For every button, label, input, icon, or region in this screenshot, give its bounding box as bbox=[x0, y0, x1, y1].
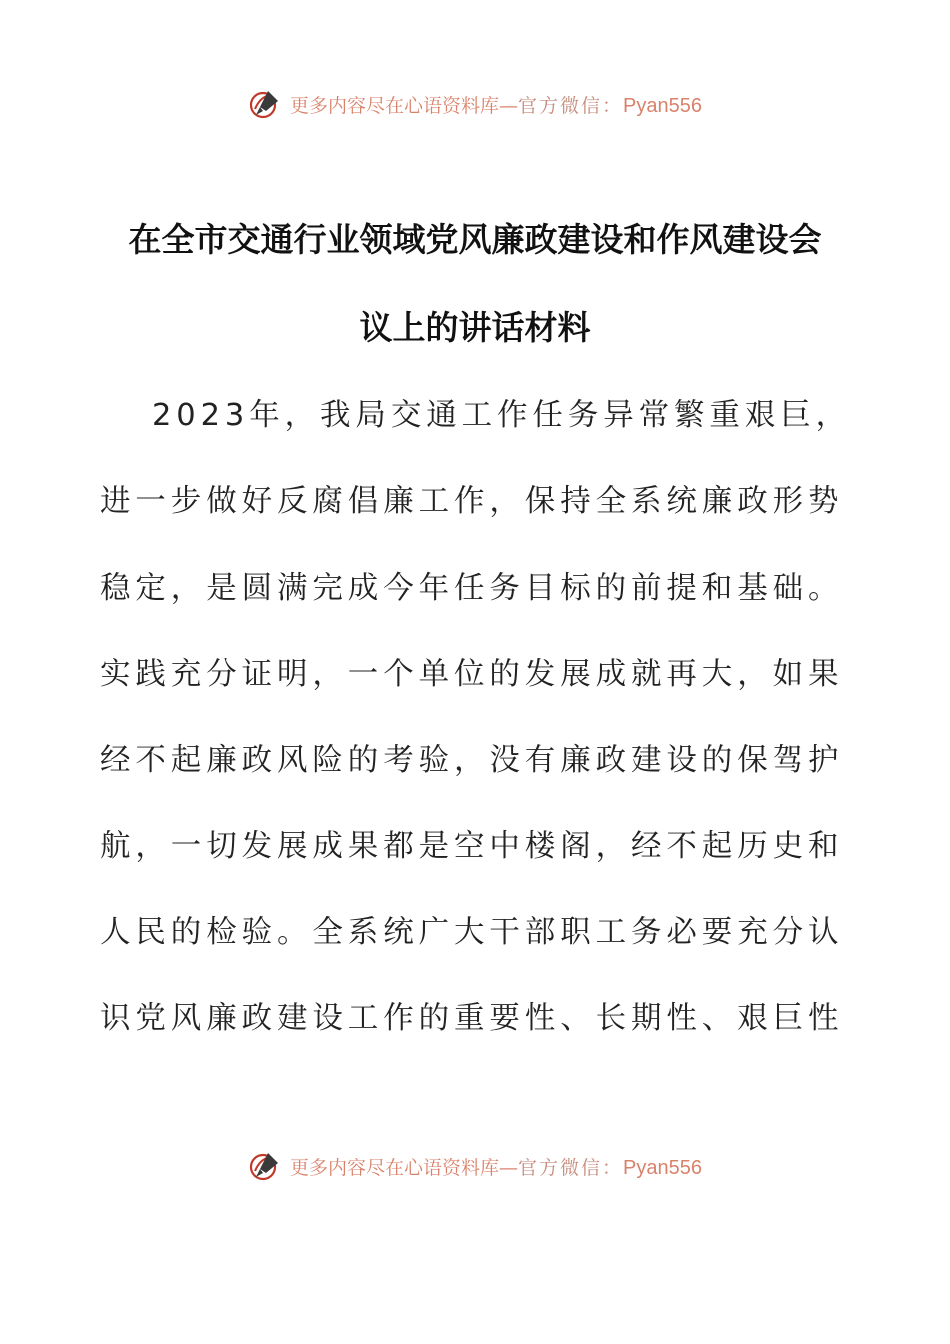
header-banner bbox=[0, 84, 950, 124]
pen-circle-logo-icon bbox=[248, 87, 282, 121]
banner-site-name: 更多内容尽在心语资料库 bbox=[290, 94, 500, 117]
banner-wechat-id: Pyan556 bbox=[623, 1156, 702, 1179]
banner-text bbox=[290, 1153, 702, 1180]
body-line-5: 经不起廉政风险的考验，没有廉政建设的保驾护 bbox=[100, 743, 844, 778]
banner-official-wechat-label: 官方微信： bbox=[518, 94, 624, 117]
body-line-3: 稳定，是圆满完成今年任务目标的前提和基础。 bbox=[100, 571, 844, 606]
banner-dash: — bbox=[499, 1156, 519, 1179]
body-line-7: 人民的检验。全系统广大干部职工务必要充分认 bbox=[100, 915, 844, 950]
body-line-2: 进一步做好反腐倡廉工作，保持全系统廉政形势 bbox=[100, 484, 844, 519]
banner-dash: — bbox=[499, 94, 519, 117]
body-line-6: 航，一切发展成果都是空中楼阁，经不起历史和 bbox=[100, 829, 844, 864]
footer-banner bbox=[0, 1146, 950, 1186]
banner-official-wechat-label: 官方微信： bbox=[518, 1156, 624, 1179]
document-title-line-2: 议上的讲话材料 bbox=[359, 308, 591, 347]
pen-circle-logo-icon bbox=[248, 1149, 282, 1183]
body-line-4: 实践充分证明，一个单位的发展成就再大，如果 bbox=[100, 657, 844, 692]
banner-site-name: 更多内容尽在心语资料库 bbox=[290, 1156, 500, 1179]
body-line-8: 识党风廉政建设工作的重要性、长期性、艰巨性 bbox=[100, 1001, 844, 1036]
banner-wechat-id: Pyan556 bbox=[623, 94, 702, 117]
document-title-line-1: 在全市交通行业领域党风廉政建设和作风建设会 bbox=[128, 220, 822, 259]
body-line-1: 2023年，我局交通工作任务异常繁重艰巨， bbox=[152, 398, 852, 433]
banner-text bbox=[290, 91, 702, 118]
